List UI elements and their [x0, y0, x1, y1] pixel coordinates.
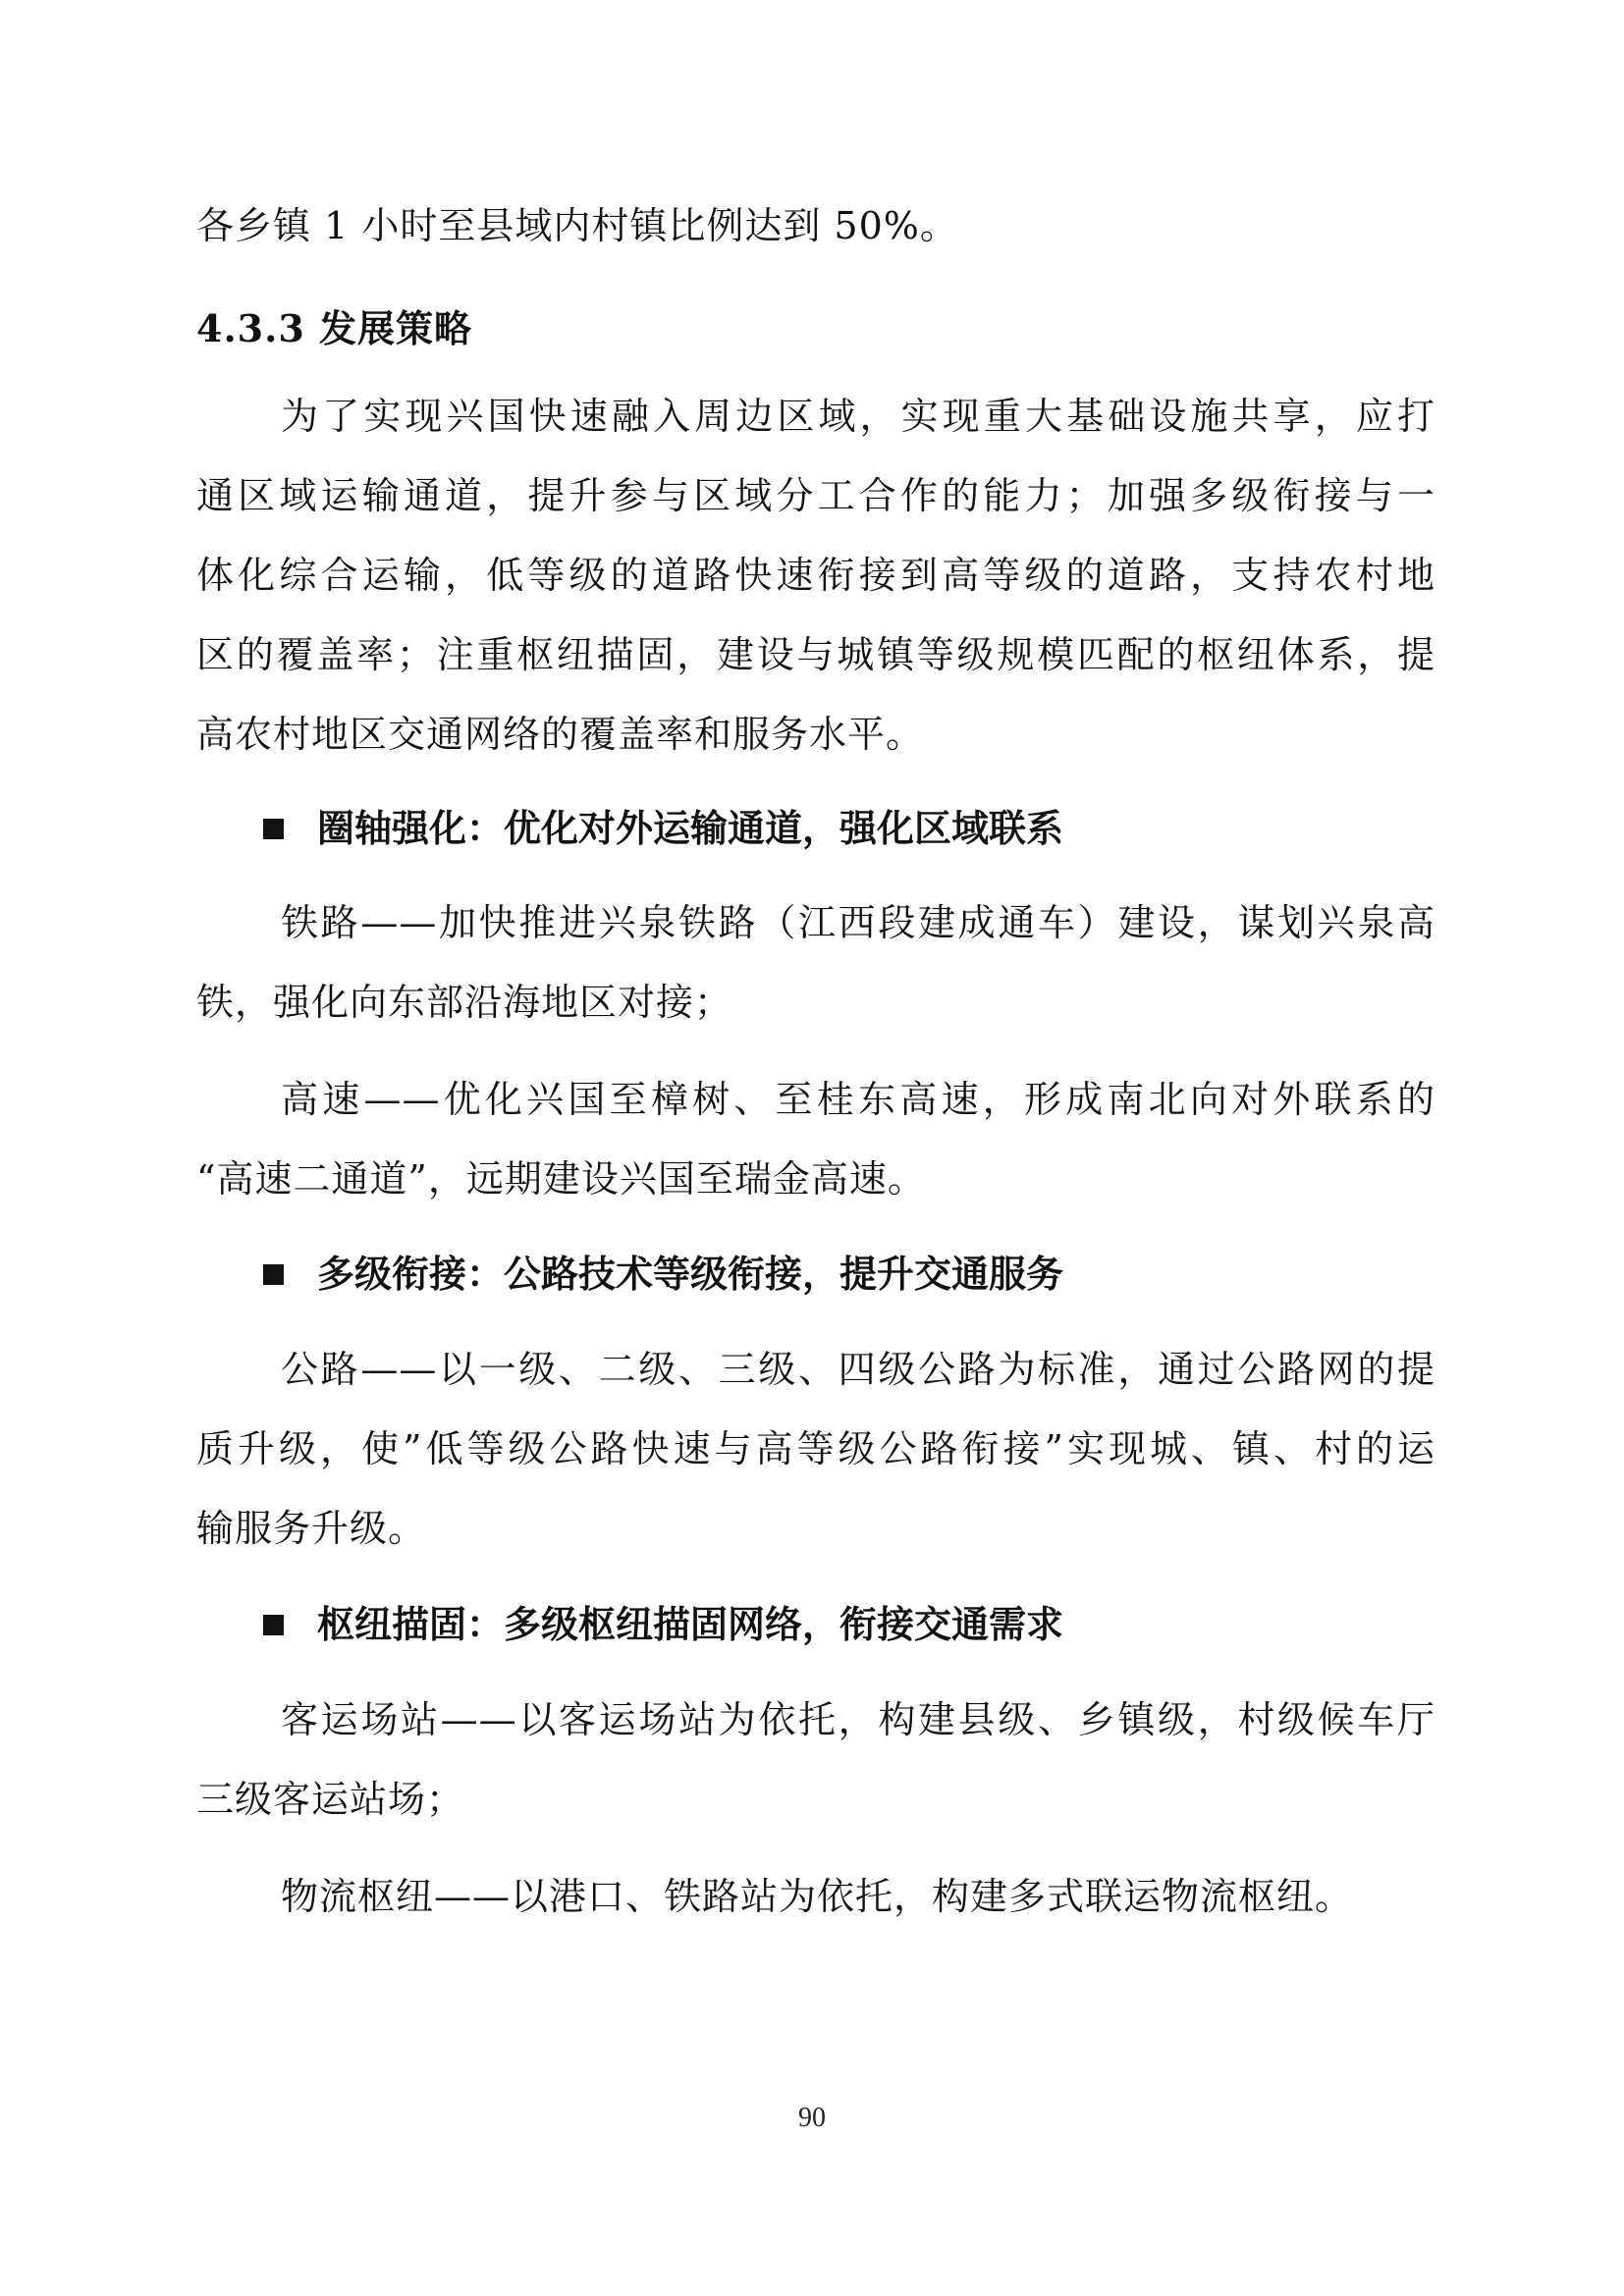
paragraph-line: 通区域运输通道，提升参与区域分工合作的能力；加强多级衔接与一	[196, 474, 1435, 517]
paragraph-line: 客运场站——以客运场站为依托，构建县级、乡镇级，村级候车厅	[281, 1698, 1435, 1741]
bullet-heading-text: 多级衔接：公路技术等级衔接，提升交通服务	[317, 1252, 1064, 1296]
paragraph-line: 体化综合运输，低等级的道路快速衔接到高等级的道路，支持农村地	[196, 554, 1435, 597]
paragraph-line: 物流枢纽——以港口、铁路站为依托，构建多式联运物流枢纽。	[281, 1875, 1354, 1918]
bullet-heading-text: 枢纽描固：多级枢纽描固网络，衔接交通需求	[317, 1602, 1064, 1646]
square-bullet-icon	[263, 819, 284, 839]
bullet-heading	[263, 803, 1063, 854]
square-bullet-icon	[263, 1615, 284, 1635]
page-number: 90	[798, 2103, 826, 2133]
paragraph-line: 输服务升级。	[196, 1507, 427, 1550]
paragraph-line: 区的覆盖率；注重枢纽描固，建设与城镇等级规模匹配的枢纽体系，提	[196, 633, 1435, 676]
square-bullet-icon	[263, 1264, 284, 1285]
paragraph-line: 高速——优化兴国至樟树、至桂东高速，形成南北向对外联系的	[281, 1078, 1435, 1121]
paragraph-line: 公路——以一级、二级、三级、四级公路为标准，通过公路网的提	[281, 1348, 1435, 1391]
bullet-heading-text: 圈轴强化：优化对外运输通道，强化区域联系	[317, 806, 1064, 850]
paragraph-line: 铁，强化向东部沿海地区对接；	[196, 981, 733, 1024]
paragraph-line: 高农村地区交通网络的覆盖率和服务水平。	[196, 713, 925, 756]
bullet-heading	[263, 1249, 1063, 1300]
paragraph-line: 各乡镇 1 小时至县域内村镇比例达到 50%。	[196, 204, 958, 247]
paragraph-line: 铁路——加快推进兴泉铁路（江西段建成通车）建设，谋划兴泉高	[281, 901, 1435, 944]
paragraph-line: “高速二通道”，远期建设兴国至瑞金高速。	[196, 1157, 926, 1201]
paragraph-line: 三级客运站场；	[196, 1778, 465, 1821]
section-heading: 4.3.3 发展策略	[196, 306, 473, 350]
paragraph-line: 质升级，使”低等级公路快速与高等级公路衔接”实现城、镇、村的运	[196, 1427, 1435, 1470]
paragraph-line: 为了实现兴国快速融入周边区域，实现重大基础设施共享，应打	[281, 395, 1435, 438]
bullet-heading	[263, 1599, 1063, 1650]
